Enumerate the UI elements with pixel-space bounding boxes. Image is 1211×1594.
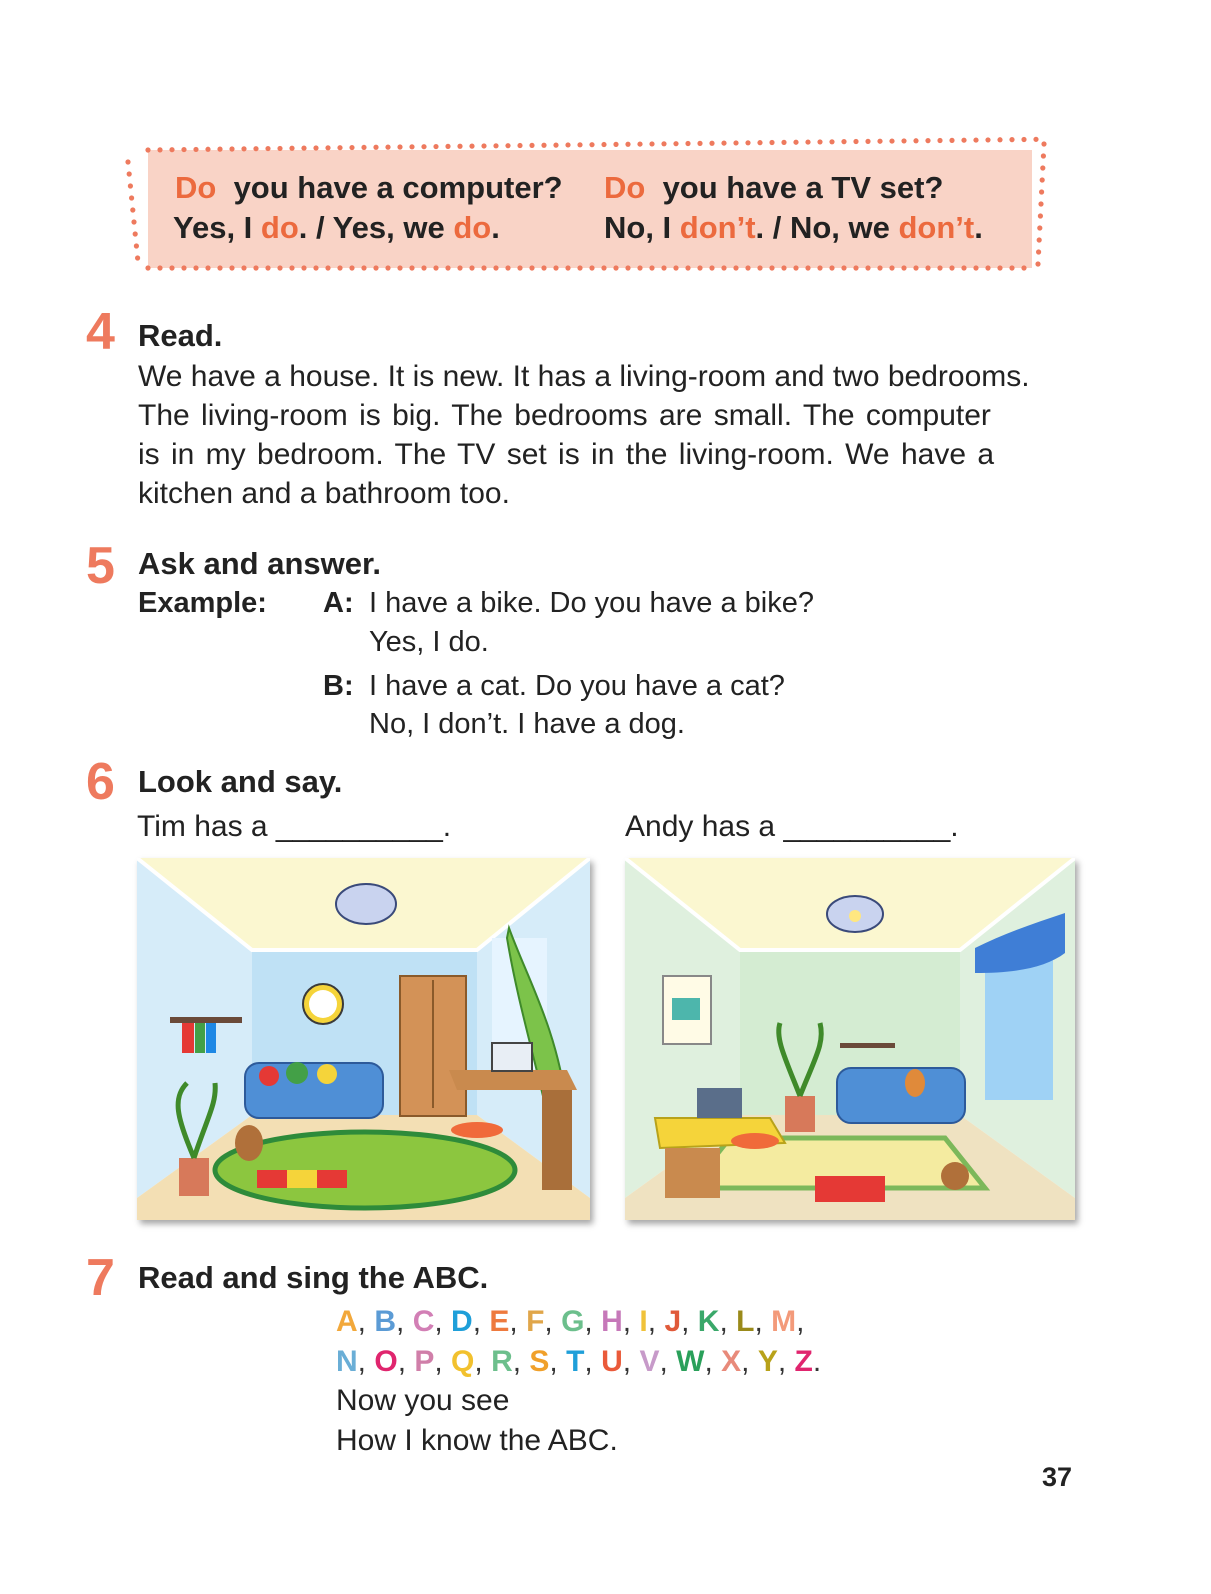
letter-i: I	[639, 1305, 648, 1338]
letter-o: O	[374, 1345, 398, 1378]
tim-prompt: Tim has a __________.	[137, 810, 452, 843]
speaker-a-line-1: I have a bike. Do you have a bike?	[369, 587, 814, 619]
speaker-b-line-1: I have a cat. Do you have a cat?	[369, 670, 785, 702]
section-title-look: Look and say.	[138, 764, 343, 799]
letter-p: P	[414, 1345, 435, 1378]
section-number-4: 4	[86, 303, 115, 361]
read-line-2: The living-room is big. The bedrooms are small. The computer	[138, 399, 991, 432]
letter-w: W	[676, 1345, 705, 1378]
section-number-6: 6	[86, 753, 115, 811]
grammar-question-1: Do you have a computer?	[175, 170, 563, 205]
letter-u: U	[601, 1345, 623, 1378]
read-line-1: We have a house. It is new. It has a living-room and two bedrooms.	[138, 360, 1030, 393]
letter-n: N	[336, 1345, 358, 1378]
example-label: Example:	[138, 587, 267, 619]
letter-y: Y	[757, 1345, 778, 1378]
speaker-a-label: A:	[323, 587, 354, 619]
grammar-question-2: Do you have a TV set?	[604, 170, 944, 205]
letter-z: Z	[794, 1345, 813, 1378]
letter-f: F	[526, 1305, 545, 1338]
grammar-box	[118, 134, 1056, 276]
letter-r: R	[491, 1345, 513, 1378]
letter-k: K	[697, 1305, 720, 1338]
section-number-7: 7	[86, 1249, 115, 1307]
section-title-abc: Read and sing the ABC.	[138, 1260, 489, 1295]
letter-b: B	[374, 1305, 397, 1338]
speaker-b-label: B:	[323, 670, 354, 702]
grammar-answer-1: Yes, I do. / Yes, we do.	[173, 210, 500, 245]
letter-g: G	[561, 1305, 585, 1338]
alphabet-row-1: A, B, C, D, E, F, G, H, I, J, K, L, M,	[336, 1305, 805, 1338]
andy-room-illustration	[625, 858, 1075, 1220]
letter-c: C	[412, 1305, 435, 1338]
letter-t: T	[566, 1345, 585, 1378]
song-line-3: Now you see	[336, 1384, 510, 1417]
letter-h: H	[601, 1305, 623, 1338]
alphabet-row-2: N, O, P, Q, R, S, T, U, V, W, X, Y, Z.	[336, 1345, 822, 1378]
page-number: 37	[1042, 1462, 1073, 1492]
section-title-read: Read.	[138, 318, 223, 353]
letter-j: J	[664, 1305, 682, 1338]
grammar-answer-2: No, I don’t. / No, we don’t.	[604, 210, 983, 245]
letter-x: X	[721, 1345, 742, 1378]
section-number-5: 5	[86, 537, 115, 595]
letter-q: Q	[451, 1345, 475, 1378]
section-title-ask: Ask and answer.	[138, 546, 381, 581]
letter-d: D	[451, 1305, 473, 1338]
speaker-b-line-2: No, I don’t. I have a dog.	[369, 708, 685, 740]
letter-s: S	[529, 1345, 550, 1378]
letter-v: V	[639, 1345, 660, 1378]
letter-a: A	[336, 1305, 358, 1338]
speaker-a-line-2: Yes, I do.	[369, 626, 489, 658]
read-line-4: kitchen and a bathroom too.	[138, 477, 510, 510]
letter-e: E	[489, 1305, 510, 1338]
letter-l: L	[736, 1305, 755, 1338]
andy-prompt: Andy has a __________.	[625, 810, 959, 843]
tim-room-illustration	[137, 858, 590, 1220]
letter-m: M	[771, 1305, 797, 1338]
song-line-4: How I know the ABC.	[336, 1424, 618, 1457]
read-line-3: is in my bedroom. The TV set is in the living-room. We have a	[138, 438, 995, 471]
